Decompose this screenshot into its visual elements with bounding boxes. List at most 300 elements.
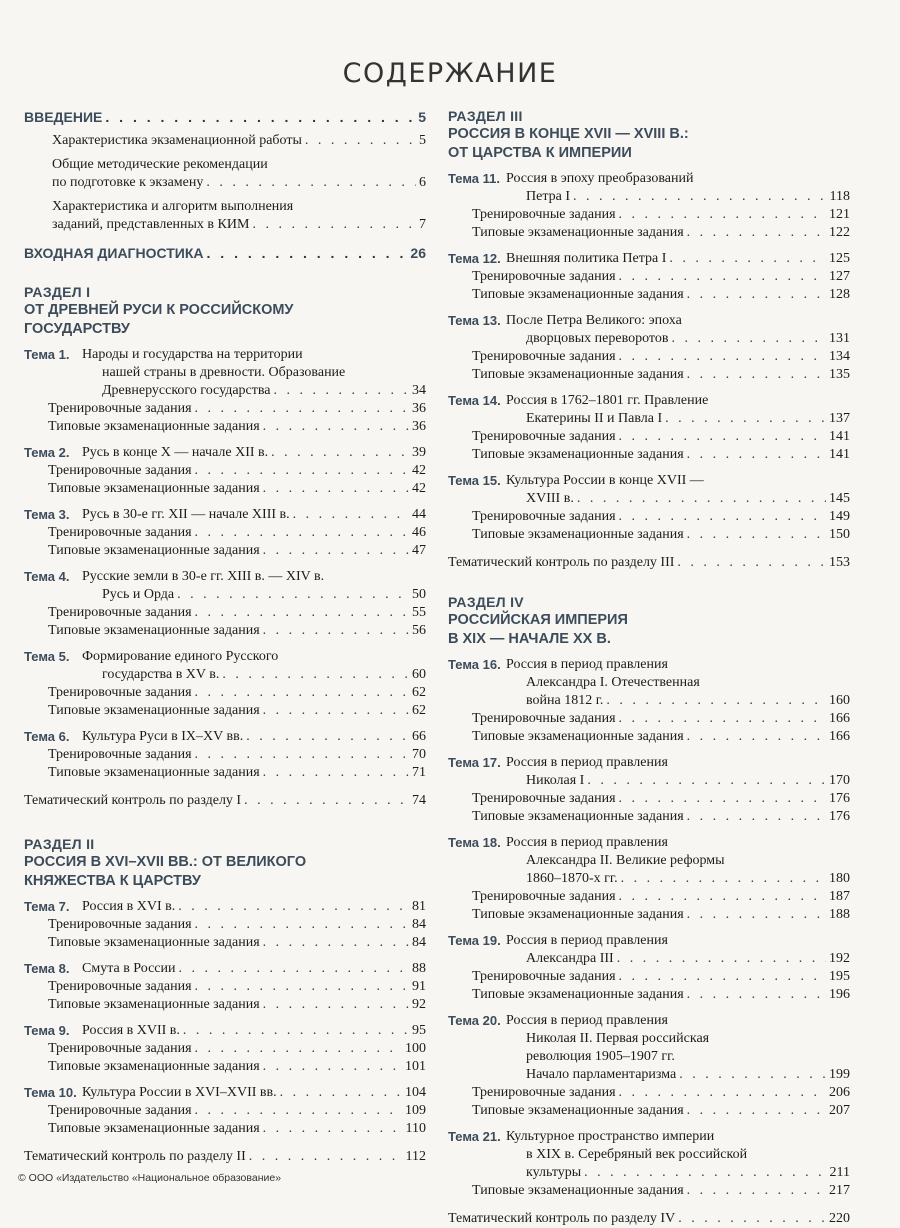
leader-dots xyxy=(252,216,416,234)
theme-title-line: После Петра Великого: эпоха xyxy=(506,313,682,328)
typical-exam-tasks[interactable] xyxy=(24,1120,426,1138)
theme-title-text: Древнерусского государства xyxy=(102,383,271,398)
theme-title xyxy=(506,834,850,888)
training-tasks[interactable] xyxy=(448,508,850,526)
training-tasks[interactable] xyxy=(448,710,850,728)
theme-title xyxy=(82,648,426,684)
section-title: РОССИЯ В XVI–XVII ВВ.: ОТ ВЕЛИКОГО xyxy=(24,854,307,870)
training-tasks[interactable] xyxy=(448,348,850,366)
section-title: ГОСУДАРСТВУ xyxy=(24,321,130,337)
typical-exam-tasks-text: Типовые экзаменационные задания xyxy=(48,935,260,950)
leader-dots xyxy=(619,1084,826,1102)
page-number: 160 xyxy=(829,693,850,708)
page-number: 127 xyxy=(829,269,850,284)
typical-exam-tasks[interactable] xyxy=(448,446,850,464)
theme-title-text: война 1812 г. xyxy=(526,693,604,708)
training-tasks[interactable] xyxy=(24,400,426,418)
section-heading xyxy=(448,108,850,162)
section-title: КНЯЖЕСТВА К ЦАРСТВУ xyxy=(24,873,201,889)
typical-exam-tasks[interactable] xyxy=(448,906,850,924)
theme-title-line: Александра I. Отечественная xyxy=(526,675,700,690)
page-number: 60 xyxy=(412,667,426,682)
leader-dots xyxy=(619,710,826,728)
leader-dots xyxy=(244,792,409,810)
theme-number: Тема 11. xyxy=(448,171,500,186)
training-tasks[interactable] xyxy=(24,604,426,622)
theme-title xyxy=(82,960,426,978)
theme-title-line xyxy=(82,666,426,684)
intro-item-body xyxy=(52,198,426,234)
typical-exam-tasks[interactable] xyxy=(24,622,426,640)
leader-dots xyxy=(687,906,826,924)
page-number: 176 xyxy=(829,791,850,806)
page-number: 42 xyxy=(412,463,426,478)
page-number: 7 xyxy=(419,217,426,232)
theme-entry[interactable] xyxy=(24,506,426,524)
leader-dots xyxy=(584,1164,826,1182)
training-tasks[interactable] xyxy=(448,206,850,224)
leader-dots xyxy=(577,490,826,508)
page-number: 71 xyxy=(412,765,426,780)
theme-title-text: Россия в XVII в. xyxy=(82,1023,180,1038)
training-tasks[interactable] xyxy=(24,684,426,702)
page-number: 104 xyxy=(405,1085,426,1100)
theme-entry[interactable] xyxy=(448,312,850,348)
theme-number: Тема 12. xyxy=(448,251,501,266)
theme-title xyxy=(506,932,850,968)
thematic-control-text: Тематический контроль по разделу I xyxy=(24,793,242,808)
typical-exam-tasks[interactable] xyxy=(24,1058,426,1076)
theme-entry[interactable] xyxy=(448,1128,850,1182)
theme-title-text: Николая I xyxy=(526,773,585,788)
leader-dots xyxy=(263,418,409,436)
theme-title xyxy=(506,754,850,790)
thematic-control-text: Тематический контроль по разделу III xyxy=(448,555,675,570)
leader-dots xyxy=(280,1084,402,1102)
intro-item[interactable] xyxy=(24,198,426,234)
training-tasks[interactable] xyxy=(24,1102,426,1120)
training-tasks[interactable] xyxy=(24,524,426,542)
theme-title-line xyxy=(506,188,850,206)
theme-entry[interactable] xyxy=(24,960,426,978)
page-number: 84 xyxy=(412,917,426,932)
section-title: ОТ ДРЕВНЕЙ РУСИ К РОССИЙСКОМУ xyxy=(24,302,294,318)
section-label: РАЗДЕЛ I xyxy=(24,284,91,300)
theme-number: Тема 5. xyxy=(24,649,70,664)
leader-dots xyxy=(619,888,826,906)
theme-title-line xyxy=(82,444,426,462)
leader-dots xyxy=(619,508,826,526)
typical-exam-tasks[interactable] xyxy=(448,986,850,1004)
theme-title-text: Петра I xyxy=(526,189,570,204)
page-number: 56 xyxy=(412,623,426,638)
typical-exam-tasks-text: Типовые экзаменационные задания xyxy=(472,287,684,302)
theme-entry[interactable] xyxy=(448,656,850,710)
typical-exam-tasks[interactable] xyxy=(24,996,426,1014)
page-number: 166 xyxy=(829,729,850,744)
intro-item[interactable] xyxy=(24,156,426,192)
theme-title-line xyxy=(506,410,850,428)
page-number: 122 xyxy=(829,225,850,240)
leader-dots xyxy=(249,1148,403,1166)
theme-entry[interactable] xyxy=(24,728,426,746)
training-tasks-text: Тренировочные задания xyxy=(48,747,192,762)
theme-title-line: Россия в эпоху преобразований xyxy=(506,171,694,186)
leader-dots xyxy=(687,526,826,544)
theme-number: Тема 15. xyxy=(448,473,501,488)
intro-item-text: по подготовке к экзамену xyxy=(52,175,204,190)
theme-entry[interactable] xyxy=(448,392,850,428)
leader-dots xyxy=(678,1210,826,1228)
training-tasks-text: Тренировочные задания xyxy=(472,207,616,222)
theme-number: Тема 21. xyxy=(448,1129,501,1144)
page-number: 125 xyxy=(829,251,850,266)
diagnostic-row[interactable] xyxy=(24,244,426,262)
page-title: СОДЕРЖАНИЕ xyxy=(342,58,558,89)
typical-exam-tasks[interactable] xyxy=(448,728,850,746)
page-number: 176 xyxy=(829,809,850,824)
leader-dots xyxy=(222,666,409,684)
leader-dots xyxy=(687,728,826,746)
theme-title-line: Русские земли в 30-е гг. XIII в. — XIV в. xyxy=(82,569,325,584)
theme-title-text: Русь и Орда xyxy=(102,587,175,602)
leader-dots xyxy=(195,746,409,764)
theme-entry[interactable] xyxy=(24,1022,426,1040)
thematic-control-text: Тематический контроль по разделу II xyxy=(24,1149,246,1164)
leader-dots xyxy=(195,400,409,418)
page-number: 95 xyxy=(412,1023,426,1038)
section-title: РОССИЙСКАЯ ИМПЕРИЯ xyxy=(448,612,628,628)
theme-entry[interactable] xyxy=(448,1012,850,1084)
theme-title xyxy=(506,250,850,268)
typical-exam-tasks-text: Типовые экзаменационные задания xyxy=(48,481,260,496)
right-column xyxy=(448,108,850,1228)
theme-number: Тема 17. xyxy=(448,755,501,770)
training-tasks-text: Тренировочные задания xyxy=(48,525,192,540)
leader-dots xyxy=(619,348,826,366)
theme-title-line: Культура России в конце XVII — xyxy=(506,473,704,488)
page-number: 84 xyxy=(412,935,426,950)
leader-dots xyxy=(263,1058,402,1076)
typical-exam-tasks[interactable] xyxy=(448,1182,850,1200)
page-number: 39 xyxy=(412,445,426,460)
section-label: РАЗДЕЛ III xyxy=(448,108,523,124)
leader-dots xyxy=(195,1102,402,1120)
training-tasks-text: Тренировочные задания xyxy=(48,917,192,932)
leader-dots xyxy=(195,916,409,934)
page-number: 6 xyxy=(419,175,426,190)
typical-exam-tasks[interactable] xyxy=(24,764,426,782)
thematic-control[interactable] xyxy=(448,554,850,572)
intro-row[interactable] xyxy=(24,108,426,126)
theme-entry[interactable] xyxy=(448,250,850,268)
section-label: РАЗДЕЛ IV xyxy=(448,594,524,610)
leader-dots xyxy=(587,772,826,790)
theme-title-text: Культура Руси в IX–XV вв. xyxy=(82,729,244,744)
theme-title-line xyxy=(506,772,850,790)
theme-title-text: Внешняя политика Петра I xyxy=(506,251,667,266)
training-tasks-text: Тренировочные задания xyxy=(48,463,192,478)
intro-item-body xyxy=(52,132,426,150)
page-number: 207 xyxy=(829,1103,850,1118)
theme-number: Тема 10. xyxy=(24,1085,77,1100)
training-tasks[interactable] xyxy=(24,1040,426,1058)
page-number: 153 xyxy=(829,555,850,570)
leader-dots xyxy=(621,870,826,888)
leader-dots xyxy=(263,764,409,782)
theme-entry[interactable] xyxy=(448,834,850,888)
theme-number: Тема 7. xyxy=(24,899,70,914)
theme-number: Тема 14. xyxy=(448,393,501,408)
page-number: 131 xyxy=(829,331,850,346)
theme-title-line: нашей страны в древности. Образование xyxy=(102,365,346,380)
typical-exam-tasks[interactable] xyxy=(24,702,426,720)
training-tasks-text: Тренировочные задания xyxy=(472,889,616,904)
theme-title xyxy=(82,728,426,746)
typical-exam-tasks[interactable] xyxy=(24,480,426,498)
theme-number: Тема 4. xyxy=(24,569,70,584)
page-number: 92 xyxy=(412,997,426,1012)
page-number: 137 xyxy=(829,411,850,426)
section-title: РОССИЯ В КОНЦЕ XVII — XVIII В.: xyxy=(448,126,689,142)
page-number: 91 xyxy=(412,979,426,994)
typical-exam-tasks[interactable] xyxy=(448,526,850,544)
theme-number: Тема 13. xyxy=(448,313,501,328)
leader-dots xyxy=(206,174,416,192)
theme-title xyxy=(82,1084,426,1102)
theme-title-line: Россия в период правления xyxy=(506,1013,668,1028)
typical-exam-tasks[interactable] xyxy=(448,366,850,384)
page-number: 112 xyxy=(405,1149,426,1164)
page-number: 74 xyxy=(412,793,426,808)
training-tasks[interactable] xyxy=(24,746,426,764)
theme-number: Тема 19. xyxy=(448,933,501,948)
page-number: 47 xyxy=(412,543,426,558)
theme-title-line: Формирование единого Русского xyxy=(82,649,279,664)
leader-dots xyxy=(271,444,409,462)
theme-entry[interactable] xyxy=(448,170,850,206)
leader-dots xyxy=(619,268,826,286)
theme-title-text: Русь в 30-е гг. XII — начале XIII в. xyxy=(82,507,290,522)
page-number: 46 xyxy=(412,525,426,540)
theme-title-line: Россия в период правления xyxy=(506,755,668,770)
theme-entry[interactable] xyxy=(24,1084,426,1102)
typical-exam-tasks-text: Типовые экзаменационные задания xyxy=(472,729,684,744)
training-tasks[interactable] xyxy=(448,268,850,286)
leader-dots xyxy=(617,950,826,968)
page-number: 217 xyxy=(829,1183,850,1198)
leader-dots xyxy=(687,1102,826,1120)
intro-item-line: Характеристика и алгоритм выполнения xyxy=(52,199,294,214)
theme-number: Тема 8. xyxy=(24,961,70,976)
typical-exam-tasks[interactable] xyxy=(448,808,850,826)
theme-title xyxy=(82,444,426,462)
theme-title-text: дворцовых переворотов xyxy=(526,331,669,346)
intro-item-line xyxy=(52,216,426,234)
theme-title-line: в XIX в. Серебряный век российской xyxy=(526,1147,748,1162)
typical-exam-tasks-text: Типовые экзаменационные задания xyxy=(472,225,684,240)
typical-exam-tasks-text: Типовые экзаменационные задания xyxy=(472,527,684,542)
training-tasks[interactable] xyxy=(448,428,850,446)
theme-title-line xyxy=(506,330,850,348)
thematic-control[interactable] xyxy=(24,1148,426,1166)
page-number: 101 xyxy=(405,1059,426,1074)
typical-exam-tasks[interactable] xyxy=(448,286,850,304)
training-tasks[interactable] xyxy=(448,1084,850,1102)
page-number: 50 xyxy=(412,587,426,602)
leader-dots xyxy=(246,728,409,746)
typical-exam-tasks[interactable] xyxy=(24,542,426,560)
training-tasks[interactable] xyxy=(448,968,850,986)
leader-dots xyxy=(305,132,416,150)
typical-exam-tasks-text: Типовые экзаменационные задания xyxy=(48,543,260,558)
intro-text: ВВЕДЕНИЕ xyxy=(24,109,103,125)
theme-title-text: XVIII в. xyxy=(526,491,574,506)
section-heading xyxy=(24,284,426,338)
typical-exam-tasks-text: Типовые экзаменационные задания xyxy=(48,623,260,638)
page-number: 36 xyxy=(412,419,426,434)
leader-dots xyxy=(669,250,826,268)
section-heading xyxy=(448,594,850,648)
page-number: 141 xyxy=(829,447,850,462)
intro-item[interactable] xyxy=(24,132,426,150)
typical-exam-tasks-text: Типовые экзаменационные задания xyxy=(472,447,684,462)
theme-title-line: Россия в период правления xyxy=(506,835,668,850)
theme-number: Тема 3. xyxy=(24,507,70,522)
thematic-control[interactable] xyxy=(448,1210,850,1228)
theme-title-line: революция 1905–1907 гг. xyxy=(526,1049,675,1064)
intro-item-line xyxy=(52,174,426,192)
theme-entry[interactable] xyxy=(24,898,426,916)
page-number: 141 xyxy=(829,429,850,444)
thematic-control[interactable] xyxy=(24,792,426,810)
training-tasks[interactable] xyxy=(24,462,426,480)
intro-item-text: заданий, представленных в КИМ xyxy=(52,217,250,232)
page-number: 109 xyxy=(405,1103,426,1118)
training-tasks[interactable] xyxy=(448,888,850,906)
leader-dots xyxy=(195,604,409,622)
theme-title-line xyxy=(506,250,850,268)
page-number: 5 xyxy=(418,109,426,125)
leader-dots xyxy=(105,108,415,126)
intro-item-body xyxy=(52,156,426,192)
leader-dots xyxy=(178,898,409,916)
page-number: 70 xyxy=(412,747,426,762)
intro-item-text: Характеристика экзаменационной работы xyxy=(52,133,302,148)
training-tasks-text: Тренировочные задания xyxy=(472,349,616,364)
theme-title-text: культуры xyxy=(526,1165,582,1180)
typical-exam-tasks-text: Типовые экзаменационные задания xyxy=(472,907,684,922)
theme-title xyxy=(506,170,850,206)
page-number: 166 xyxy=(829,711,850,726)
theme-entry[interactable] xyxy=(24,648,426,684)
theme-title xyxy=(506,656,850,710)
leader-dots xyxy=(687,446,826,464)
theme-entry[interactable] xyxy=(24,346,426,400)
typical-exam-tasks-text: Типовые экзаменационные задания xyxy=(48,1121,260,1136)
leader-dots xyxy=(687,986,826,1004)
theme-title xyxy=(506,392,850,428)
training-tasks-text: Тренировочные задания xyxy=(48,401,192,416)
theme-title-line xyxy=(82,506,426,524)
leader-dots xyxy=(263,934,409,952)
training-tasks-text: Тренировочные задания xyxy=(48,1103,192,1118)
leader-dots xyxy=(195,1040,402,1058)
page-number: 134 xyxy=(829,349,850,364)
page-number: 211 xyxy=(829,1165,850,1180)
typical-exam-tasks[interactable] xyxy=(448,224,850,242)
section-heading xyxy=(24,836,426,890)
leader-dots xyxy=(179,960,409,978)
intro-item-line: Общие методические рекомендации xyxy=(52,157,268,172)
intro-item-line xyxy=(52,132,426,150)
page-number: 145 xyxy=(829,491,850,506)
section-label: РАЗДЕЛ II xyxy=(24,836,95,852)
training-tasks[interactable] xyxy=(24,978,426,996)
section-title: В XIX — НАЧАЛЕ XX В. xyxy=(448,631,611,647)
typical-exam-tasks-text: Типовые экзаменационные задания xyxy=(472,809,684,824)
page-number: 42 xyxy=(412,481,426,496)
training-tasks-text: Тренировочные задания xyxy=(48,685,192,700)
theme-title-text: Начало парламентаризма xyxy=(526,1067,677,1082)
theme-entry[interactable] xyxy=(24,444,426,462)
theme-number: Тема 9. xyxy=(24,1023,70,1038)
page-number: 150 xyxy=(829,527,850,542)
page-number: 180 xyxy=(829,871,850,886)
theme-title-text: Александра III xyxy=(526,951,614,966)
training-tasks-text: Тренировочные задания xyxy=(472,429,616,444)
theme-title-text: Смута в России xyxy=(82,961,176,976)
theme-title xyxy=(506,1012,850,1084)
page-number: 187 xyxy=(829,889,850,904)
theme-entry[interactable] xyxy=(448,932,850,968)
theme-title xyxy=(82,346,426,400)
theme-title-line xyxy=(82,382,426,400)
training-tasks-text: Тренировочные задания xyxy=(472,509,616,524)
theme-number: Тема 2. xyxy=(24,445,70,460)
typical-exam-tasks[interactable] xyxy=(24,418,426,436)
typical-exam-tasks[interactable] xyxy=(448,1102,850,1120)
page-number: 81 xyxy=(412,899,426,914)
training-tasks-text: Тренировочные задания xyxy=(472,711,616,726)
theme-entry[interactable] xyxy=(24,568,426,604)
theme-title-line: Россия в 1762–1801 гг. Правление xyxy=(506,393,709,408)
leader-dots xyxy=(195,462,409,480)
training-tasks[interactable] xyxy=(448,790,850,808)
theme-title xyxy=(506,1128,850,1182)
thematic-control-text: Тематический контроль по разделу IV xyxy=(448,1211,676,1226)
theme-title-line xyxy=(506,1164,850,1182)
typical-exam-tasks[interactable] xyxy=(24,934,426,952)
page-number: 34 xyxy=(412,383,426,398)
theme-number: Тема 20. xyxy=(448,1013,501,1028)
leader-dots xyxy=(263,702,409,720)
theme-entry[interactable] xyxy=(448,472,850,508)
page-number: 135 xyxy=(829,367,850,382)
theme-title-line xyxy=(82,586,426,604)
theme-title xyxy=(82,506,426,524)
typical-exam-tasks-text: Типовые экзаменационные задания xyxy=(472,1103,684,1118)
diagnostic-text: ВХОДНАЯ ДИАГНОСТИКА xyxy=(24,245,204,261)
theme-title xyxy=(82,1022,426,1040)
theme-title-text: государства в XV в. xyxy=(102,667,220,682)
theme-entry[interactable] xyxy=(448,754,850,790)
training-tasks-text: Тренировочные задания xyxy=(472,269,616,284)
leader-dots xyxy=(263,480,409,498)
training-tasks[interactable] xyxy=(24,916,426,934)
theme-title-line xyxy=(82,1084,426,1102)
theme-title xyxy=(506,472,850,508)
